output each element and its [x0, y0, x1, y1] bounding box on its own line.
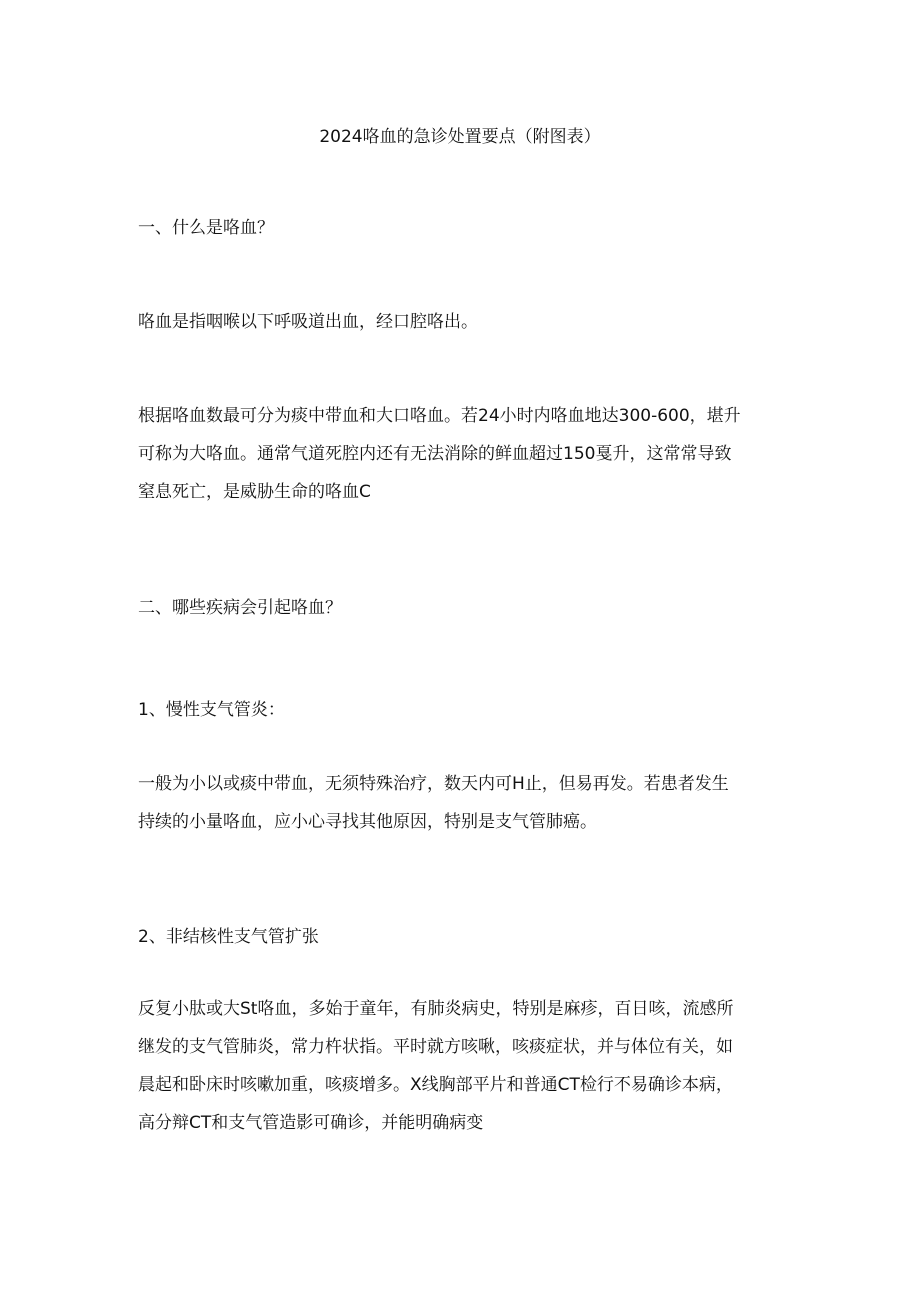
paragraph-line: 一般为小以或痰中带血，无须特殊治疗，数天内可H止，但易再发。若患者发生 [138, 774, 729, 794]
paragraph-line: 晨起和卧床时咳嗽加重，咳痰增多。X线胸部平片和普通CT检行不易确诊本病， [138, 1075, 733, 1095]
section-heading-what-is-hemoptysis: 一、什么是咯血？ [138, 218, 274, 238]
subheading-bronchiectasis: 2、非结核性支气管扩张 [138, 927, 319, 947]
section-heading-causes: 二、哪些疾病会引起咯血？ [138, 598, 342, 618]
paragraph-line: 高分辩CT和支气管造影可确诊，并能明确病变 [138, 1113, 484, 1133]
subheading-chronic-bronchitis: 1、慢性支气管炎： [138, 700, 285, 720]
paragraph-bronchiectasis [138, 990, 788, 1142]
paragraph-line: 继发的支气管肺炎，常力杵状指。平时就方咳啾，咳痰症状，并与体位有关，如 [138, 1037, 733, 1057]
paragraph-line: 可称为大咯血。通常气道死腔内还有无法消除的鲜血超过150戛升，这常常导致 [138, 444, 732, 464]
paragraph-chronic-bronchitis [138, 765, 788, 841]
paragraph-definition [138, 303, 788, 341]
paragraph-line: 根据咯血数最可分为痰中带血和大口咯血。若24小时内咯血地达300-600，堪升 [138, 406, 741, 426]
paragraph-line: 窒息死亡，是威胁生命的咯血C [138, 482, 371, 502]
paragraph-line: 持续的小量咯血，应小心寻找其他原因，特别是支气管肺癌。 [138, 812, 597, 832]
document-title: 2024咯血的急诊处置要点（附图表） [319, 127, 601, 147]
paragraph-line: 反复小肽或大St咯血，多始于童年，有肺炎病史，特别是麻疹，百日咳，流感所 [138, 999, 734, 1019]
paragraph-line: 咯血是指咽喉以下呼吸道出血，经口腔咯出。 [138, 312, 478, 332]
paragraph-classification [138, 397, 788, 511]
